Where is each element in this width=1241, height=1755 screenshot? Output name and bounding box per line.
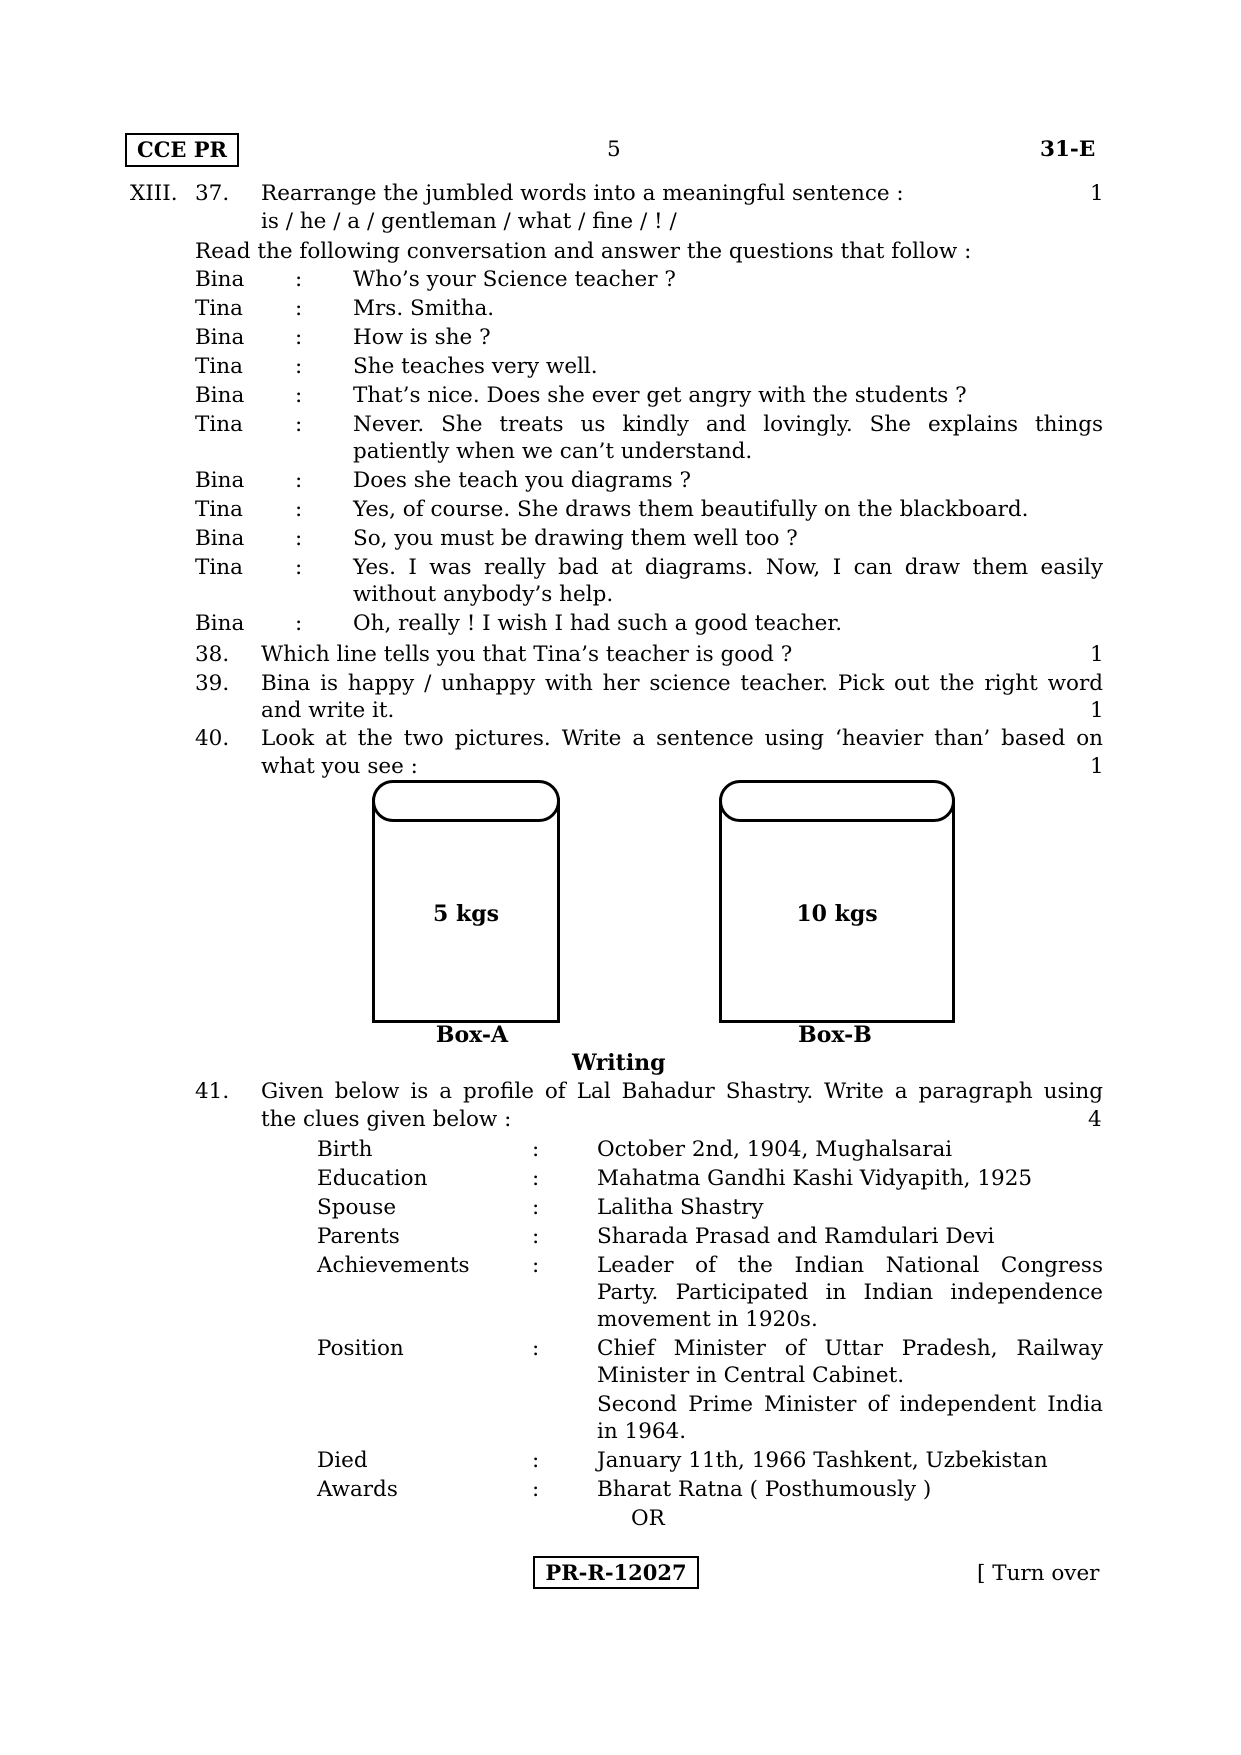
profile-separator: : — [532, 1253, 540, 1278]
question-number: 37. — [195, 181, 230, 206]
profile-value: movement in 1920s. — [597, 1307, 818, 1332]
conversation-intro: Read the following conversation and answer the questions that follow : — [195, 239, 972, 264]
footer-code: PR-R-12027 — [533, 1556, 699, 1589]
dialogue-text: Yes. I was really bad at diagrams. Now, I can draw them easily — [353, 555, 1103, 580]
section-number: XIII. — [130, 181, 178, 206]
speaker-name: Tina — [195, 497, 243, 522]
profile-label: Died — [317, 1448, 368, 1473]
speaker-name: Tina — [195, 354, 243, 379]
profile-label: Awards — [317, 1477, 398, 1502]
profile-value: in 1964. — [597, 1419, 687, 1444]
dialogue-text: She teaches very well. — [353, 354, 598, 379]
dialogue-text: That’s nice. Does she ever get angry with the students ? — [353, 383, 967, 408]
dialogue-text: without anybody’s help. — [353, 582, 614, 607]
speaker-separator: : — [295, 267, 303, 292]
speaker-separator: : — [295, 412, 303, 437]
marks: 1 — [1090, 698, 1104, 723]
question-number: 38. — [195, 642, 230, 667]
profile-label: Spouse — [317, 1195, 397, 1220]
dialogue-text: Yes, of course. She draws them beautifully on the blackboard. — [353, 497, 1029, 522]
marks: 1 — [1090, 642, 1104, 667]
dialogue-text: Never. She treats us kindly and lovingly. She explains things — [353, 412, 1103, 437]
box-b-label: Box-B — [798, 1022, 872, 1048]
profile-separator: : — [532, 1448, 540, 1473]
profile-value: January 11th, 1966 Tashkent, Uzbekistan — [597, 1448, 1048, 1473]
speaker-name: Tina — [195, 412, 243, 437]
profile-separator: : — [532, 1224, 540, 1249]
speaker-separator: : — [295, 497, 303, 522]
speaker-name: Bina — [195, 468, 245, 493]
profile-value: Lalitha Shastry — [597, 1195, 764, 1220]
dialogue-text: patiently when we can’t understand. — [353, 439, 753, 464]
speaker-separator: : — [295, 354, 303, 379]
question-text: Rearrange the jumbled words into a meaningful sentence : — [261, 181, 904, 206]
dialogue-text: Mrs. Smitha. — [353, 296, 495, 321]
speaker-separator: : — [295, 611, 303, 636]
speaker-separator: : — [295, 296, 303, 321]
question-text: Look at the two pictures. Write a sentence using ‘heavier than’ based on — [261, 726, 1103, 751]
profile-value: Leader of the Indian National Congress — [597, 1253, 1103, 1278]
question-text-continued: the clues given below : — [261, 1107, 512, 1132]
profile-value: Bharat Ratna ( Posthumously ) — [597, 1477, 932, 1502]
paper-code-right: 31-E — [1040, 137, 1096, 162]
profile-label: Education — [317, 1166, 428, 1191]
dialogue-text: So, you must be drawing them well too ? — [353, 526, 798, 551]
question-text: Which line tells you that Tina’s teacher is good ? — [261, 642, 793, 667]
question-text-continued: what you see : — [261, 754, 418, 779]
profile-label: Achievements — [317, 1253, 470, 1278]
profile-label: Position — [317, 1336, 404, 1361]
page-number: 5 — [607, 137, 621, 162]
dialogue-text: Who’s your Science teacher ? — [353, 267, 676, 292]
speaker-name: Bina — [195, 526, 245, 551]
speaker-separator: : — [295, 325, 303, 350]
box-b-lid — [719, 780, 955, 822]
speaker-separator: : — [295, 383, 303, 408]
profile-value: Chief Minister of Uttar Pradesh, Railway — [597, 1336, 1103, 1361]
question-text: Bina is happy / unhappy with her science teacher. Pick out the right word — [261, 671, 1103, 696]
box-a-label: Box-A — [435, 1022, 509, 1048]
dialogue-text: How is she ? — [353, 325, 491, 350]
profile-value: October 2nd, 1904, Mughalsarai — [597, 1137, 953, 1162]
speaker-name: Bina — [195, 611, 245, 636]
speaker-name: Tina — [195, 555, 243, 580]
question-number: 40. — [195, 726, 230, 751]
question-number: 41. — [195, 1079, 230, 1104]
dialogue-text: Oh, really ! I wish I had such a good teacher. — [353, 611, 843, 636]
speaker-name: Bina — [195, 383, 245, 408]
profile-label: Parents — [317, 1224, 400, 1249]
profile-value: Mahatma Gandhi Kashi Vidyapith, 1925 — [597, 1166, 1033, 1191]
box-a-weight: 5 kgs — [433, 901, 499, 927]
dialogue-text: Does she teach you diagrams ? — [353, 468, 691, 493]
profile-value: Party. Participated in Indian independence — [597, 1280, 1103, 1305]
speaker-separator: : — [295, 526, 303, 551]
profile-label: Birth — [317, 1137, 373, 1162]
profile-separator: : — [532, 1195, 540, 1220]
speaker-name: Tina — [195, 296, 243, 321]
jumbled-words: is / he / a / gentleman / what / fine / ! / — [261, 209, 677, 234]
turn-over-note: [ Turn over — [977, 1561, 1100, 1586]
question-text-continued: and write it. — [261, 698, 395, 723]
profile-value: Minister in Central Cabinet. — [597, 1363, 905, 1388]
speaker-separator: : — [295, 555, 303, 580]
box-a-lid — [372, 780, 560, 822]
profile-separator: : — [532, 1336, 540, 1361]
profile-separator: : — [532, 1477, 540, 1502]
paper-code-left: CCE PR — [125, 133, 239, 167]
speaker-name: Bina — [195, 325, 245, 350]
or-separator: OR — [631, 1506, 665, 1531]
profile-value: Second Prime Minister of independent India — [597, 1392, 1103, 1417]
speaker-separator: : — [295, 468, 303, 493]
profile-separator: : — [532, 1166, 540, 1191]
question-text: Given below is a profile of Lal Bahadur Shastry. Write a paragraph using — [261, 1079, 1103, 1104]
question-number: 39. — [195, 671, 230, 696]
marks: 4 — [1088, 1107, 1102, 1132]
profile-separator: : — [532, 1137, 540, 1162]
marks: 1 — [1090, 754, 1104, 779]
marks: 1 — [1090, 181, 1104, 206]
section-heading: Writing — [572, 1050, 666, 1076]
speaker-name: Bina — [195, 267, 245, 292]
profile-value: Sharada Prasad and Ramdulari Devi — [597, 1224, 995, 1249]
box-b-weight: 10 kgs — [796, 901, 878, 927]
